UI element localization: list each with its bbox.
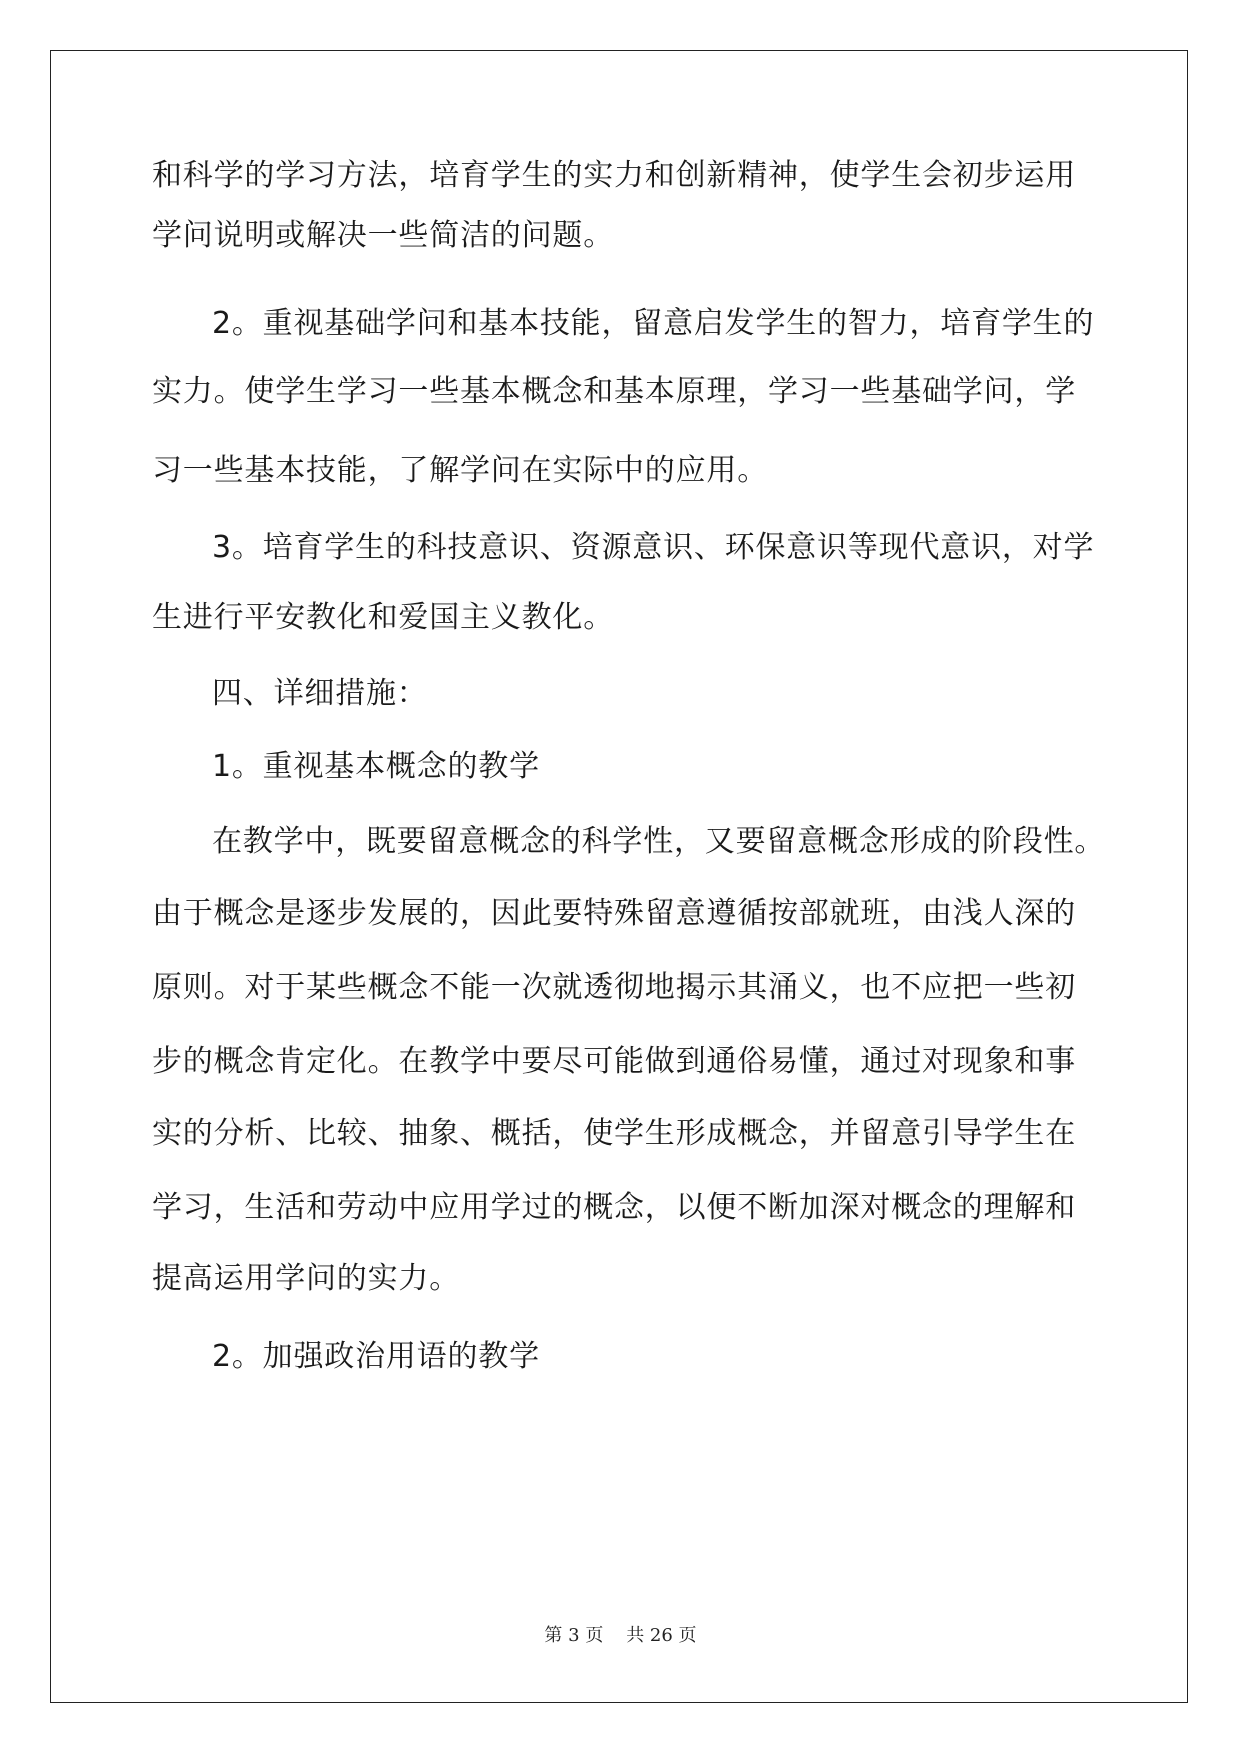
text-line: 提高运用学问的实力。 xyxy=(152,1261,460,1296)
text-line: 生进行平安教化和爱国主义教化。 xyxy=(152,600,614,635)
text-line: 学习，生活和劳动中应用学过的概念，以便不断加深对概念的理解和 xyxy=(152,1190,1076,1225)
page-footer xyxy=(0,1621,1241,1647)
text-line: 习一些基本技能，了解学问在实际中的应用。 xyxy=(152,453,768,488)
text-line: 原则。对于某些概念不能一次就透彻地揭示其涌义，也不应把一些初 xyxy=(152,970,1076,1005)
text-line: 步的概念肯定化。在教学中要尽可能做到通俗易懂，通过对现象和事 xyxy=(152,1044,1076,1079)
text-line: 2。重视基础学问和基本技能，留意启发学生的智力，培育学生的 xyxy=(212,306,1095,341)
text-line: 由于概念是逐步发展的，因此要特殊留意遵循按部就班，由浅人深的 xyxy=(152,896,1076,931)
page-border xyxy=(50,50,1188,1703)
text-line: 3。培育学生的科技意识、资源意识、环保意识等现代意识，对学 xyxy=(212,530,1095,565)
text-line: 学问说明或解决一些简洁的问题。 xyxy=(152,218,614,253)
subsection-heading: 2。加强政治用语的教学 xyxy=(212,1339,540,1374)
page-number: 第 3 页 共 26 页 xyxy=(544,1625,697,1646)
section-heading: 四、详细措施： xyxy=(212,676,428,711)
text-line: 实的分析、比较、抽象、概括，使学生形成概念，并留意引导学生在 xyxy=(152,1116,1076,1151)
subsection-heading: 1。重视基本概念的教学 xyxy=(212,749,540,784)
text-line: 和科学的学习方法，培育学生的实力和创新精神，使学生会初步运用 xyxy=(152,158,1076,193)
text-line: 实力。使学生学习一些基本概念和基本原理，学习一些基础学问，学 xyxy=(152,374,1076,409)
text-line: 在教学中，既要留意概念的科学性，又要留意概念形成的阶段性。 xyxy=(212,824,1106,859)
